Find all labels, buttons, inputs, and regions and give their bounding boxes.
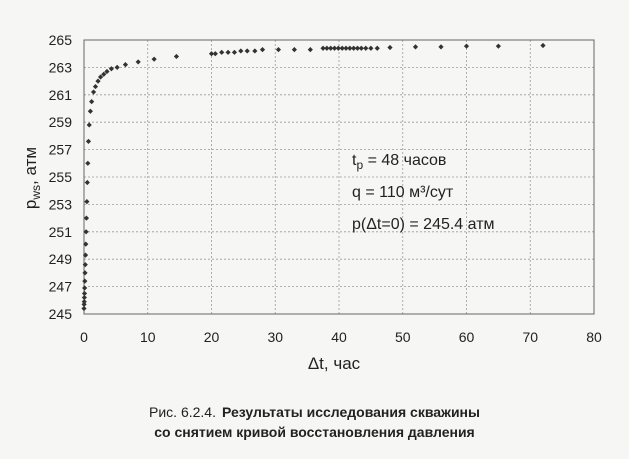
y-tick-label: 263 — [48, 59, 72, 76]
y-tick-label: 251 — [48, 223, 72, 240]
data-point — [84, 199, 89, 204]
y-axis-tick-labels — [49, 32, 73, 322]
x-tick-label: 30 — [267, 329, 284, 345]
data-point — [89, 99, 94, 104]
data-point — [88, 109, 93, 114]
x-tick-label: 10 — [139, 329, 156, 345]
y-axis-title: $p_{ws}$, атм — [21, 146, 43, 210]
data-point — [276, 47, 281, 52]
x-tick-label: 80 — [586, 329, 602, 345]
data-point — [375, 46, 380, 51]
data-point — [245, 48, 250, 53]
data-point — [252, 48, 257, 53]
x-tick-label: 0 — [80, 329, 88, 345]
y-tick-label: 247 — [48, 278, 72, 295]
parameters-annotation — [352, 152, 495, 233]
data-point — [413, 44, 418, 49]
data-point — [438, 44, 443, 49]
x-tick-label: 60 — [458, 329, 475, 345]
data-point — [136, 59, 141, 64]
data-point — [363, 46, 368, 51]
data-point — [219, 50, 224, 55]
x-tick-label: 20 — [203, 329, 220, 345]
y-tick-label: 259 — [48, 114, 72, 131]
data-point — [109, 66, 114, 71]
data-point — [359, 46, 364, 51]
y-tick-label: 253 — [48, 196, 72, 213]
data-point — [292, 47, 297, 52]
x-tick-label: 50 — [394, 329, 411, 345]
y-tick-label: 265 — [48, 32, 72, 48]
data-point — [308, 47, 313, 52]
data-point — [93, 84, 98, 89]
data-point — [82, 279, 87, 284]
annotation-production-time: $t_p = 48$ часов — [352, 152, 447, 172]
data-point — [85, 161, 90, 166]
figure-number: Рис. 6.2.4. — [149, 404, 216, 420]
data-point — [87, 122, 92, 127]
data-point — [82, 285, 87, 290]
data-point — [464, 44, 469, 49]
data-point — [95, 79, 100, 84]
y-tick-label: 245 — [48, 306, 72, 322]
figure-title-line-2: со снятием кривой восстановления давления — [154, 424, 475, 440]
figure-caption-line-1 — [0, 404, 629, 420]
y-tick-label: 261 — [48, 86, 72, 103]
data-point — [82, 270, 87, 275]
data-point — [83, 262, 88, 267]
data-point — [368, 46, 373, 51]
data-point — [540, 43, 545, 48]
data-point — [213, 51, 218, 56]
y-tick-label: 255 — [48, 169, 72, 185]
x-tick-label: 40 — [331, 329, 347, 345]
data-point — [232, 50, 237, 55]
data-point — [152, 57, 157, 62]
data-point — [115, 65, 120, 70]
data-point — [123, 62, 128, 67]
data-point — [84, 216, 89, 221]
x-axis-tick-labels — [80, 329, 602, 345]
data-point — [238, 48, 243, 53]
figure-title-line-1: Результаты исследования скважины — [221, 404, 480, 420]
data-point — [225, 50, 230, 55]
x-axis-title: Δt, час — [307, 354, 361, 373]
figure-caption-line-2 — [0, 424, 629, 440]
data-point — [86, 139, 91, 144]
data-point — [91, 89, 96, 94]
data-point — [82, 291, 87, 296]
data-point — [85, 180, 90, 185]
annotation-initial-pressure: p(Δt=0) = 245.4 атм — [352, 216, 495, 233]
data-point — [260, 47, 265, 52]
y-tick-label: 249 — [48, 251, 72, 268]
chart-grid — [84, 40, 594, 314]
annotation-flow-rate: q = 110 м³/сут — [352, 184, 454, 201]
data-point — [387, 45, 392, 50]
x-tick-label: 70 — [522, 329, 539, 345]
y-tick-label: 257 — [48, 141, 72, 158]
data-point — [174, 54, 179, 59]
data-point — [496, 44, 501, 49]
